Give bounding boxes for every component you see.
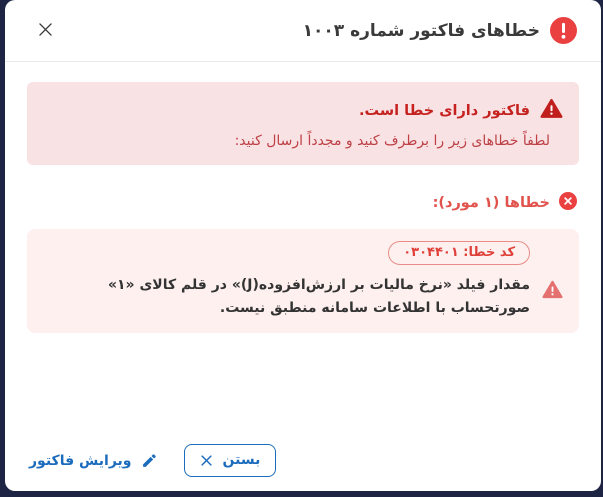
close-icon xyxy=(36,20,55,42)
edit-invoice-button[interactable] xyxy=(29,448,158,473)
error-card-content xyxy=(43,241,530,319)
modal-title: خطاهای فاکتور شماره ۱۰۰۳ xyxy=(302,20,540,41)
error-message: مقدار فیلد «نرخ مالیات بر ارزش‌افزوده(J)» در قلم کالای «۱» صورتحساب با اطلاعات سامانه منطبق نیست. xyxy=(107,277,530,316)
modal-header xyxy=(5,0,601,62)
pencil-icon xyxy=(141,452,158,469)
warning-triangle-icon xyxy=(542,279,563,319)
error-code-badge: کد خطا: ۰۳۰۴۴۰۱ xyxy=(388,241,530,265)
alert-title: فاکتور دارای خطا است. xyxy=(359,102,530,119)
warning-triangle-icon xyxy=(540,97,563,124)
alert-subtitle: لطفاً خطاهای زیر را برطرف کنید و مجدداً ارسال کنید: xyxy=(234,133,550,149)
errors-heading-row xyxy=(27,192,579,214)
modal-title-group xyxy=(303,17,577,44)
error-circle-icon xyxy=(550,17,577,44)
close-footer-button[interactable] xyxy=(184,444,277,477)
modal-body xyxy=(5,62,601,432)
modal-footer xyxy=(5,432,601,491)
edit-invoice-label: ویرایش فاکتور xyxy=(29,452,132,469)
error-item-card xyxy=(27,229,579,333)
alert-title-row xyxy=(43,97,563,124)
errors-heading: خطاها (۱ مورد): xyxy=(432,195,550,211)
circle-x-icon xyxy=(559,192,577,214)
close-button[interactable] xyxy=(31,17,59,45)
close-footer-label: بستن xyxy=(222,452,261,468)
invoice-error-alert xyxy=(27,82,579,165)
invoice-errors-modal xyxy=(5,0,601,491)
close-x-icon xyxy=(199,453,214,468)
